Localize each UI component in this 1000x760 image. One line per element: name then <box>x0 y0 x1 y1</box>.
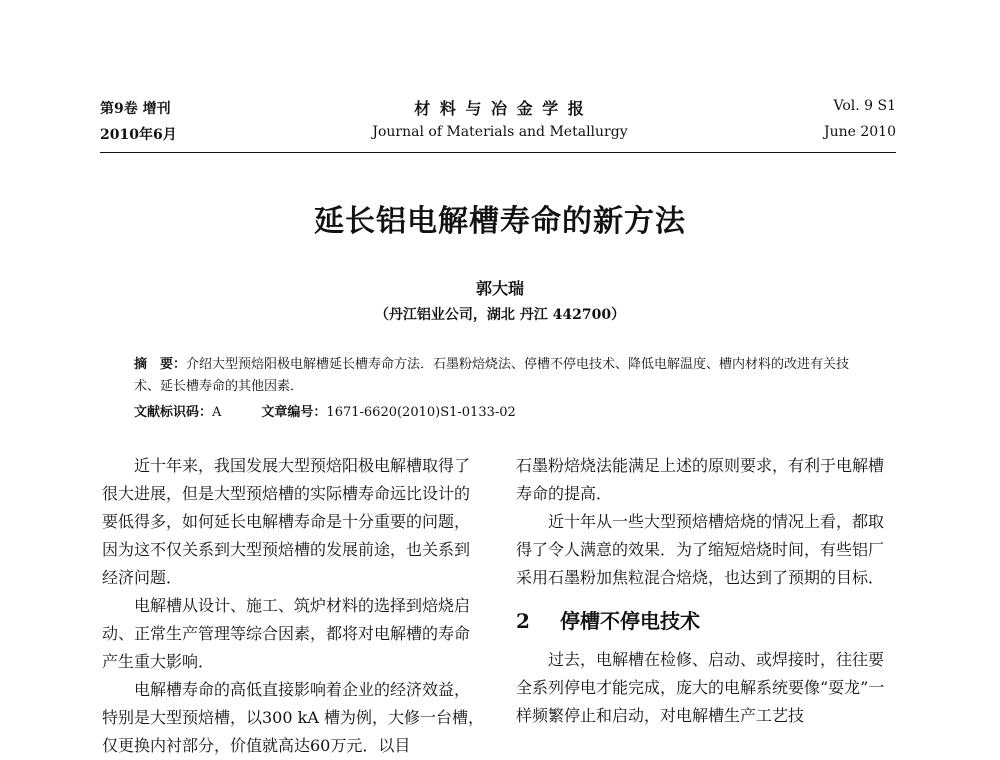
issue-cn: 第9卷 增刊 <box>100 101 171 117</box>
doc-code-label: 文献标识码： <box>134 405 213 420</box>
body-paragraph: 电解槽寿命的高低直接影响着企业的经济效益，特别是大型预焙槽，以300 kA 槽为例，大修一台槽，仅更换内衬部分，价值就高达60万元．以目 <box>102 680 484 755</box>
article-no-label: 文章编号： <box>261 405 327 420</box>
journal-title-cn: 材 料 与 冶 金 学 报 <box>414 99 586 118</box>
journal-title-en: Journal of Materials and Metallurgy <box>372 124 628 140</box>
body-left-column <box>102 452 484 760</box>
date-cn: 2010年6月 <box>100 127 177 143</box>
section-title: 停槽不停电技术 <box>560 609 700 633</box>
article-no-value: 1671-6620(2010)S1-0133-02 <box>326 405 516 420</box>
body-paragraph: 石墨粉焙烧法能满足上述的原则要求，有利于电解槽寿命的提高． <box>516 456 885 503</box>
body-paragraph: 电解槽从设计、施工、筑炉材料的选择到焙烧启动、正常生产管理等综合因素，都将对电解槽的寿命产生重大影响． <box>102 596 471 671</box>
date-en: June 2010 <box>823 124 896 140</box>
body-paragraph: 过去，电解槽在检修、启动、或焊接时，往往要全系列停电才能完成，庞大的电解系统要像“耍龙”一样频繁停止和启动，对电解槽生产工艺技 <box>516 650 885 725</box>
author-name: 郭大瑞 <box>475 279 524 298</box>
volume-en: Vol. 9 S1 <box>833 98 896 114</box>
article-title: 延长铝电解槽寿命的新方法 <box>314 204 686 239</box>
header-divider <box>100 152 896 153</box>
section-number: 2 <box>516 609 530 633</box>
author-affiliation: （丹江铝业公司，湖北 丹江 442700） <box>374 307 626 323</box>
body-paragraph: 近十年来，我国发展大型预焙阳极电解槽取得了很大进展，但是大型预焙槽的实际槽寿命远比设计的要低得多，如何延长电解槽寿命是十分重要的问题，因为这不仅关系到大型预焙槽的发展前途，也关系到经济问题． <box>102 456 471 587</box>
doc-code-value: A <box>212 405 222 420</box>
abstract-text: 介绍大型预焙阳极电解槽延长槽寿命方法．石墨粉焙烧法、停槽不停电技术、降低电解温度、槽内材料的改进有关技术、延长槽寿命的其他因素． <box>134 357 850 394</box>
article-codes <box>134 402 874 424</box>
abstract <box>134 354 874 398</box>
body-paragraph: 近十年从一些大型预焙槽焙烧的情况上看，都取得了令人满意的效果．为了缩短焙烧时间，有些铝厂采用石墨粉加焦粒混合焙烧，也达到了预期的目标． <box>516 512 885 587</box>
abstract-label: 摘 要： <box>134 357 187 372</box>
section-heading <box>516 606 898 636</box>
body-right-column <box>516 452 898 730</box>
